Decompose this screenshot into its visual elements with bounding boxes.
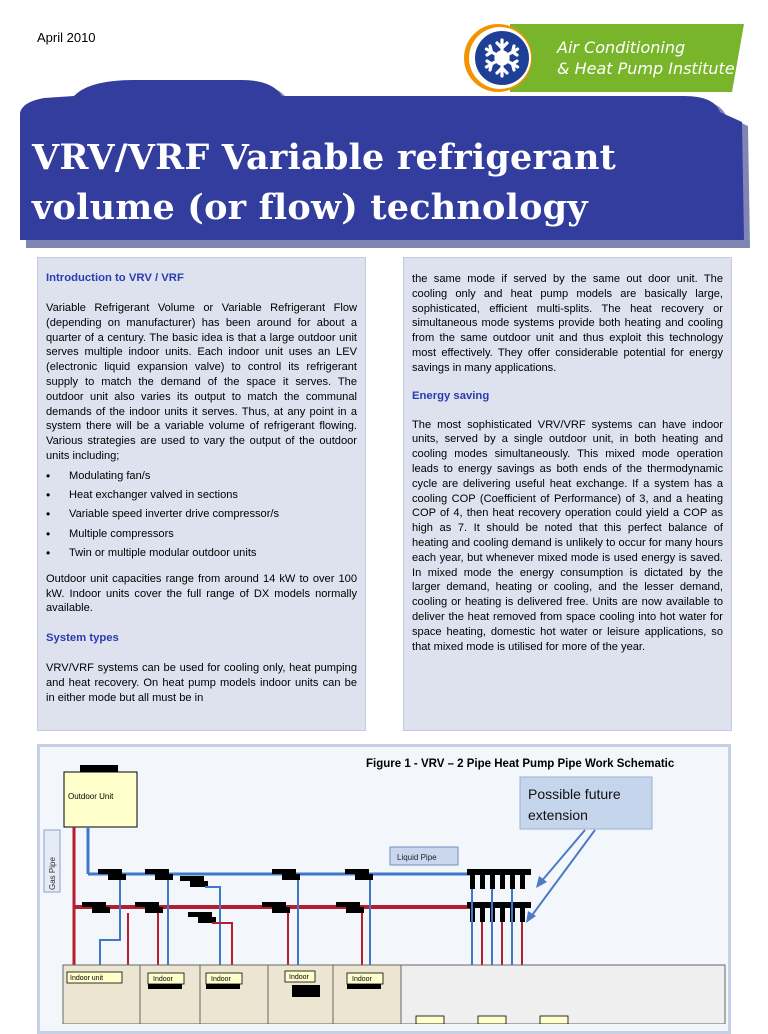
gas-pipe-label: Gas Pipe xyxy=(48,857,57,890)
page-title-line2: volume (or flow) technology xyxy=(32,187,588,228)
energy-saving-paragraph: The most sophisticated VRV/VRF systems can have indoor units, served by a single outdoor unit, in both heating and cooling modes simultaneously. This mixed mode operation leads to energy savings as both ends of the thermodynamic cycle are delivering useful heat exchange. If a system has a cooling COP (Coefficient of Performance) of 3, and a heating COP of 4, then heat recovery operation could yield a COP as high as 7. It should be noted that this perfect balance of heating and cooling demand is unlikely to occur for many hours each year, but whenever mixed mode is used energy is saved. In mixed mode the energy consumption is dictated by the larger demand, heating or cooling, and the lesser demand, cooling or heating is delivered free. Units are now available to deliver the heat removed from space cooling into hot water for space heating, domestic hot water or leisure applications, so that mixed mode is utilised for more of the year. xyxy=(412,418,723,653)
list-item: • Twin or multiple modular outdoor units xyxy=(46,546,357,561)
indoor-label: Indoor xyxy=(352,976,372,983)
capacity-paragraph: Outdoor unit capacities range from around 14 kW to over 100 kW. Indoor units cover the full range of DX models normally available. xyxy=(46,572,357,615)
issue-date: April 2010 xyxy=(37,30,96,45)
pipework-schematic xyxy=(40,747,728,1024)
indoor-label: Indoor xyxy=(153,976,173,983)
left-column xyxy=(37,257,366,731)
modes-paragraph: the same mode if served by the same out door unit. The cooling only and heat pump models are basically large, sophisticated, efficient multi-splits. The heat recovery or simultaneous mode systems provide both heating and cooling from the same outdoor unit and thus exploit this technology most effectively. They offer considerable potential for energy savings in many applications. xyxy=(412,273,723,374)
list-item: • Modulating fan/s xyxy=(46,469,357,484)
logo-text-line2: & Heat Pump Institute xyxy=(557,59,735,78)
indoor-label: Indoor xyxy=(289,974,309,981)
list-item: • Multiple compressors xyxy=(46,527,357,542)
future-extension-line2: extension xyxy=(528,807,588,823)
future-extension-line1: Possible future xyxy=(528,786,621,802)
right-column xyxy=(403,257,732,731)
system-types-paragraph: VRV/VRF systems can be used for cooling only, heat pumping and heat recovery. On heat pump models indoor units can be in either mode but all must be in xyxy=(46,662,357,704)
outdoor-unit-label: Outdoor Unit xyxy=(68,792,114,801)
intro-paragraph: Variable Refrigerant Volume or Variable Refrigerant Flow (depending on manufacturer) has been around for about a quarter of a century. The basic idea is that a large outdoor unit serves multiple indoor units. Each indoor unit uses an LEV (electronic liquid expansion valve) to control its refrigerant supply to match the demand of the space it serves. The outdoor unit also varies its output to match the communal demands of the indoor units it serves. Thus, at any point in a system there will be a variable volume of refrigerant flowing. Various strategies are used to vary the output of the outdoor units including; xyxy=(46,302,357,462)
list-item: • Variable speed inverter drive compressor/s xyxy=(46,507,357,522)
section-heading-system-types: System types xyxy=(46,632,119,645)
liquid-pipe-label: Liquid Pipe xyxy=(397,853,437,862)
indoor-unit-label: Indoor unit xyxy=(70,975,104,982)
strategy-list xyxy=(46,469,357,561)
logo-text-line1: Air Conditioning xyxy=(557,38,686,57)
list-item: • Heat exchanger valved in sections xyxy=(46,488,357,503)
section-heading-introduction: Introduction to VRV / VRF xyxy=(46,272,184,284)
indoor-label: Indoor xyxy=(211,976,231,983)
figure-caption: Figure 1 - VRV – 2 Pipe Heat Pump Pipe Work Schematic xyxy=(366,758,675,770)
section-heading-energy-saving: Energy saving xyxy=(412,389,490,402)
page-title-line1: VRV/VRF Variable refrigerant xyxy=(32,137,617,178)
page-title xyxy=(32,133,732,233)
